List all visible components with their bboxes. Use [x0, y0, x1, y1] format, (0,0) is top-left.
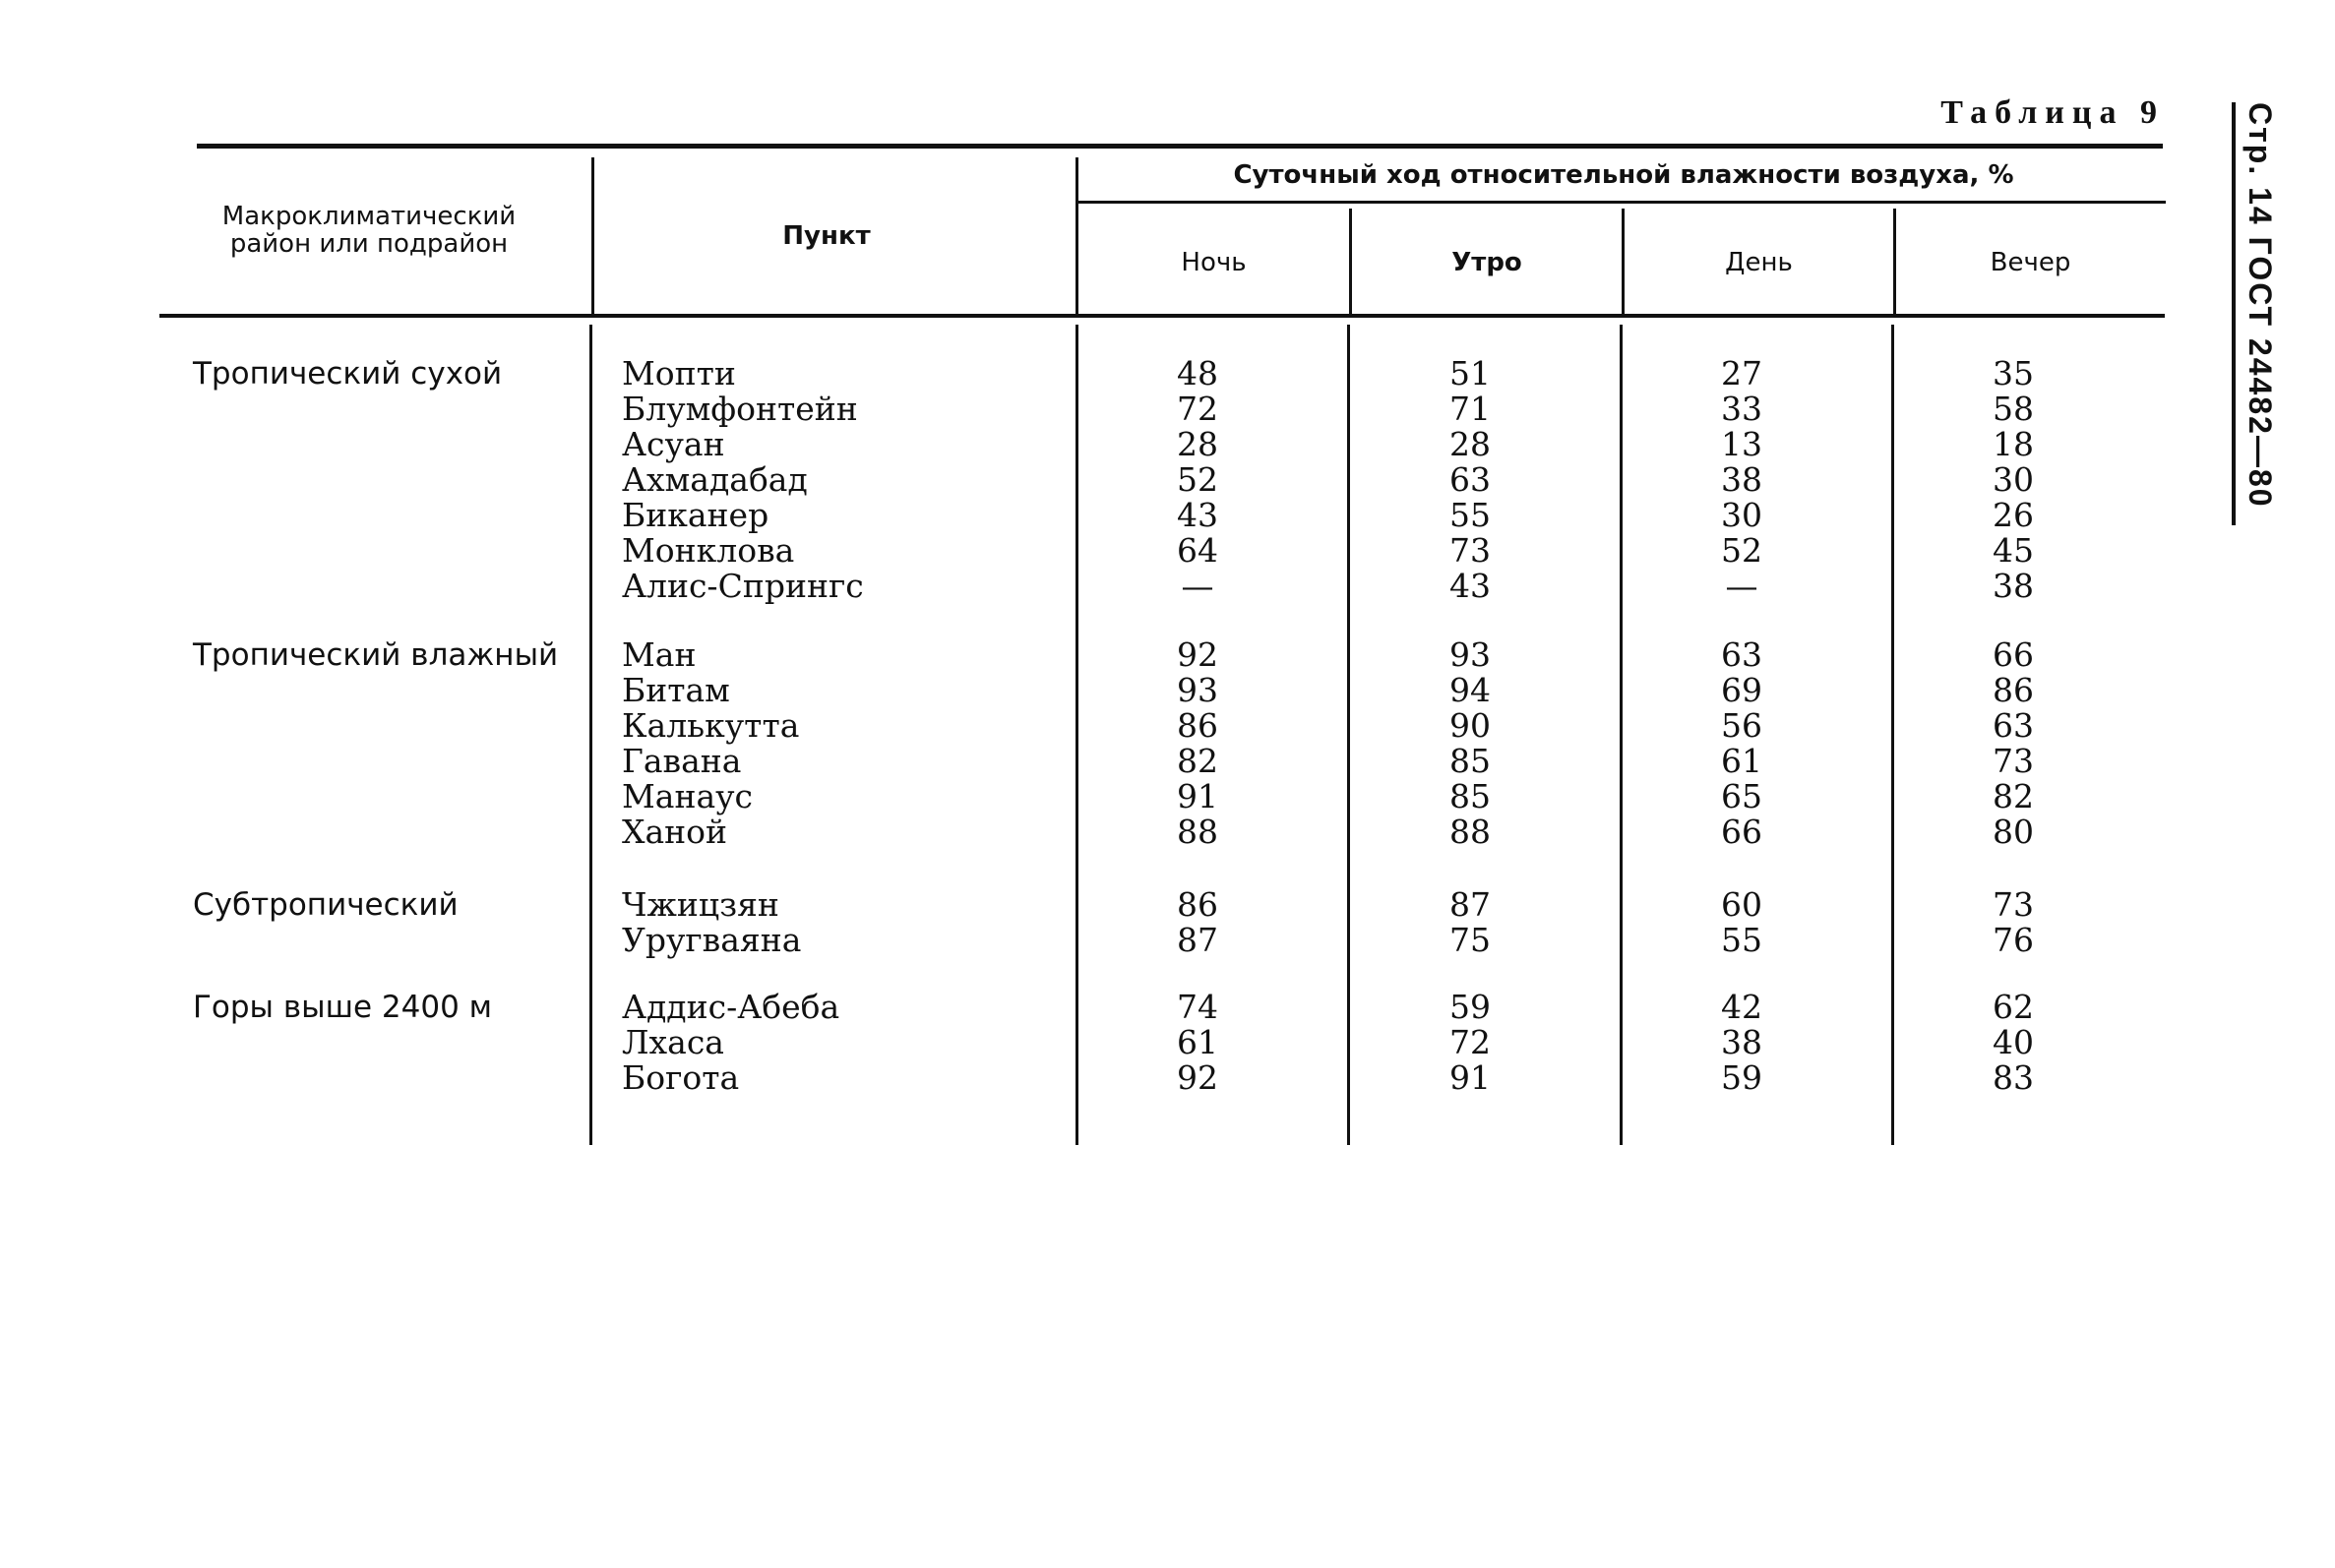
- station-name: Ханой: [622, 813, 728, 851]
- value-evening: 45: [1993, 531, 2034, 570]
- value-night: 86: [1177, 706, 1218, 745]
- value-morning: 91: [1449, 1058, 1491, 1097]
- body-divider-1: [589, 325, 592, 1145]
- value-day: 65: [1721, 777, 1762, 815]
- station-name: Алис-Спрингс: [622, 567, 864, 605]
- value-evening: 30: [1993, 460, 2034, 499]
- value-night: 61: [1177, 1023, 1218, 1061]
- value-day: 38: [1721, 460, 1762, 499]
- value-night: 87: [1177, 921, 1218, 959]
- value-night: 48: [1177, 354, 1218, 392]
- value-evening: 86: [1993, 671, 2034, 709]
- value-day: 66: [1721, 813, 1762, 851]
- value-night: 74: [1177, 988, 1218, 1026]
- value-day: 63: [1721, 635, 1762, 674]
- top-rule: [197, 144, 2163, 149]
- value-morning: 90: [1449, 706, 1491, 745]
- value-day: 56: [1721, 706, 1762, 745]
- value-evening: 62: [1993, 988, 2034, 1026]
- value-evening: 26: [1993, 496, 2034, 534]
- value-evening: 73: [1993, 742, 2034, 780]
- value-morning: 94: [1449, 671, 1491, 709]
- value-night: 43: [1177, 496, 1218, 534]
- station-name: Мопти: [622, 354, 736, 392]
- value-night: 52: [1177, 460, 1218, 499]
- header-humidity-group: Суточный ход относительной влажности воздуха, %: [1233, 160, 2014, 190]
- value-evening: 18: [1993, 425, 2034, 463]
- header-night: Ночь: [1181, 248, 1247, 277]
- value-morning: 71: [1449, 390, 1491, 428]
- value-morning: 59: [1449, 988, 1491, 1026]
- region-label: Горы выше 2400 м: [193, 990, 493, 1025]
- value-evening: 35: [1993, 354, 2034, 392]
- value-night: 92: [1177, 1058, 1218, 1097]
- station-name: Асуан: [622, 425, 725, 463]
- body-divider-3: [1347, 325, 1350, 1145]
- value-day: 52: [1721, 531, 1762, 570]
- value-morning: 55: [1449, 496, 1491, 534]
- station-name: Манаус: [622, 777, 754, 815]
- station-name: Уругваяна: [622, 921, 802, 959]
- station-name: Ман: [622, 635, 697, 674]
- value-night: 82: [1177, 742, 1218, 780]
- value-morning: 28: [1449, 425, 1491, 463]
- region-label: Тропический влажный: [193, 637, 559, 673]
- station-name: Богота: [622, 1058, 740, 1097]
- header-divider-2: [1075, 157, 1078, 315]
- header-evening: Вечер: [1990, 248, 2071, 277]
- station-name: Калькутта: [622, 706, 800, 745]
- value-morning: 72: [1449, 1023, 1491, 1061]
- value-evening: 58: [1993, 390, 2034, 428]
- table-caption: Таблица 9: [1940, 94, 2165, 131]
- value-morning: 85: [1449, 742, 1491, 780]
- value-night: 64: [1177, 531, 1218, 570]
- value-day: 42: [1721, 988, 1762, 1026]
- station-name: Битам: [622, 671, 730, 709]
- body-divider-5: [1891, 325, 1894, 1145]
- value-evening: 73: [1993, 885, 2034, 924]
- value-day: 13: [1721, 425, 1762, 463]
- side-header-text: Стр. 14 ГОСТ 24482—80: [2243, 102, 2278, 509]
- value-evening: 76: [1993, 921, 2034, 959]
- value-night: 88: [1177, 813, 1218, 851]
- value-night: 92: [1177, 635, 1218, 674]
- value-morning: 43: [1449, 567, 1491, 605]
- value-morning: 87: [1449, 885, 1491, 924]
- body-divider-2: [1075, 325, 1078, 1145]
- body-divider-4: [1620, 325, 1623, 1145]
- station-name: Аддис-Абеба: [622, 988, 840, 1026]
- header-divider-1: [591, 157, 594, 315]
- station-name: Ахмадабад: [622, 460, 808, 499]
- region-label: Тропический сухой: [193, 356, 503, 392]
- page-side-header: [2232, 102, 2295, 525]
- value-day: 61: [1721, 742, 1762, 780]
- station-name: Монклова: [622, 531, 795, 570]
- header-point: Пункт: [782, 221, 871, 251]
- value-day: 59: [1721, 1058, 1762, 1097]
- value-evening: 82: [1993, 777, 2034, 815]
- header-morning: Утро: [1451, 248, 1522, 277]
- value-morning: 88: [1449, 813, 1491, 851]
- value-day: 69: [1721, 671, 1762, 709]
- value-day: 33: [1721, 390, 1762, 428]
- value-night: 91: [1177, 777, 1218, 815]
- value-morning: 85: [1449, 777, 1491, 815]
- header-bottom-rule: [159, 314, 2165, 318]
- value-morning: 73: [1449, 531, 1491, 570]
- value-night: 86: [1177, 885, 1218, 924]
- station-name: Биканер: [622, 496, 769, 534]
- station-name: Лхаса: [622, 1023, 724, 1061]
- station-name: Гавана: [622, 742, 742, 780]
- value-day: 55: [1721, 921, 1762, 959]
- value-night: 28: [1177, 425, 1218, 463]
- value-evening: 83: [1993, 1058, 2034, 1097]
- station-name: Блумфонтейн: [622, 390, 858, 428]
- value-day: 30: [1721, 496, 1762, 534]
- header-day: День: [1725, 248, 1793, 277]
- value-evening: 63: [1993, 706, 2034, 745]
- value-night: —: [1181, 567, 1214, 605]
- group-header-rule: [1075, 201, 2166, 204]
- value-day: —: [1725, 567, 1758, 605]
- value-evening: 80: [1993, 813, 2034, 851]
- value-night: 93: [1177, 671, 1218, 709]
- region-label: Субтропический: [193, 887, 459, 923]
- value-day: 60: [1721, 885, 1762, 924]
- value-day: 38: [1721, 1023, 1762, 1061]
- value-evening: 40: [1993, 1023, 2034, 1061]
- value-evening: 66: [1993, 635, 2034, 674]
- header-region: Макроклиматический район или подрайон: [221, 202, 517, 259]
- value-night: 72: [1177, 390, 1218, 428]
- value-morning: 63: [1449, 460, 1491, 499]
- value-morning: 75: [1449, 921, 1491, 959]
- value-morning: 51: [1449, 354, 1491, 392]
- value-day: 27: [1721, 354, 1762, 392]
- station-name: Чжицзян: [622, 885, 779, 924]
- value-morning: 93: [1449, 635, 1491, 674]
- value-evening: 38: [1993, 567, 2034, 605]
